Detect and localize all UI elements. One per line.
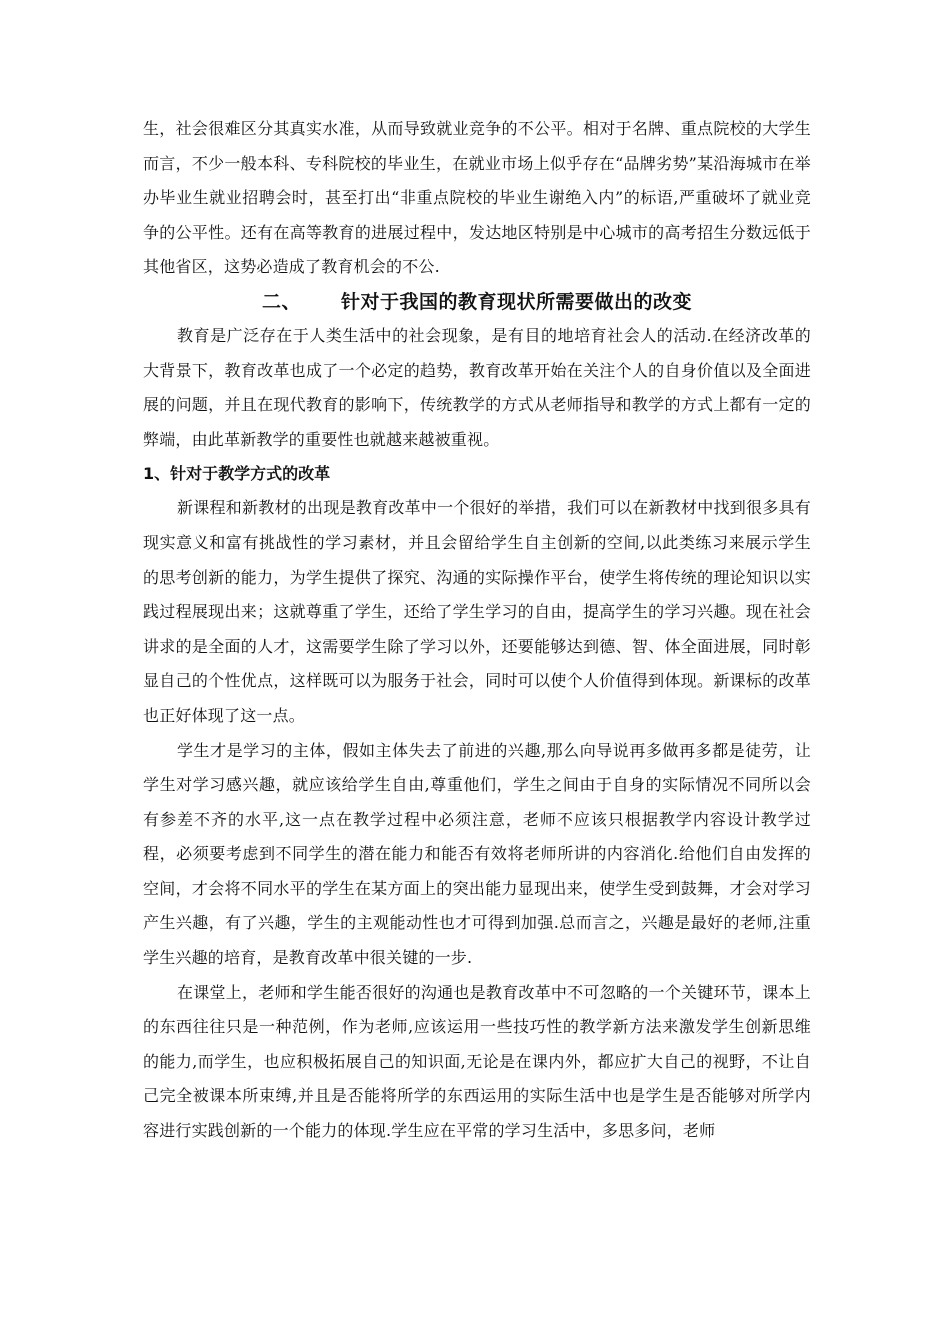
section-number: 二、	[261, 290, 301, 313]
paragraph-classroom-communication: 在课堂上，老师和学生能否很好的沟通也是教育改革中不可忽略的一个关键环节，课本上的东西往往只是一种范例，作为老师,应该运用一些技巧性的教学新方法来激发学生创新思维的能力,而学生，也应积极拓展自己的知识面,无论是在课内外，都应扩大自己的视野，不让自己完全被课本所束缚,并且是否能将所学的东西运用的实际生活中也是学生是否能够对所学内容进行实践创新的一个能力的体现.学生应在平常的学习生活中，多思多问，老师	[143, 982, 811, 1141]
paragraph-education-intro: 教育是广泛存在于人类生活中的社会现象，是有目的地培育社会人的活动.在经济改革的大背景下，教育改革也成了一个必定的趋势，教育改革开始在关注个人的自身价值以及全面进展的问题，并且在现代教育的影响下，传统教学的方式从老师指导和教学的方式上都有一定的弊端，由此革新教学的重要性也就越来越被重视。	[143, 325, 811, 449]
section-title: 针对于我国的教育现状所需要做出的改变	[341, 290, 693, 313]
paragraph-continuation: 生，社会很难区分其真实水准，从而导致就业竞争的不公平。相对于名牌、重点院校的大学生而言，不少一般本科、专科院校的毕业生，在就业市场上似乎存在“品牌劣势”某沿海城市在举办毕业生就业招聘会时，甚至打出“非重点院校的毕业生谢绝入内”的标语,严重破坏了就业竞争的公平性。还有在高等教育的进展过程中，发达地区特别是中心城市的高考招生分数远低于其他省区，这势必造成了教育机会的不公.	[143, 119, 811, 277]
paragraph-student-interest: 学生才是学习的主体，假如主体失去了前进的兴趣,那么向导说再多做再多都是徒劳，让学生对学习感兴趣，就应该给学生自由,尊重他们，学生之间由于自身的实际情况不同所以会有参差不齐的水平,这一点在教学过程中必须注意，老师不应该只根据教学内容设计教学过程，必须要考虑到不同学生的潜在能力和能否有效将老师所讲的内容消化.给他们自由发挥的空间，才会将不同水平的学生在某方面上的突出能力显现出来，使学生受到鼓舞，才会对学习产生兴趣，有了兴趣，学生的主观能动性也才可得到加强.总而言之，兴趣是最好的老师,注重学生兴趣的培育，是教育改革中很关键的一步.	[143, 740, 811, 968]
subsection-heading: 1、针对于教学方式的改革	[143, 464, 331, 484]
section-heading	[143, 285, 811, 319]
paragraph-new-curriculum: 新课程和新教材的出现是教育改革中一个很好的举措，我们可以在新教材中找到很多具有现实意义和富有挑战性的学习素材，并且会留给学生自主创新的空间,以此类练习来展示学生的思考创新的能力，为学生提供了探究、沟通的实际操作平台，使学生将传统的理论知识以实践过程展现出来；这就尊重了学生，还给了学生学习的自由，提高学生的学习兴趣。现在社会讲求的是全面的人才，这需要学生除了学习以外，还要能够达到德、智、体全面进展，同时彰显自己的个性优点，这样既可以为服务于社会，同时可以使个人价值得到体现。新课标的改革也正好体现了这一点。	[143, 498, 811, 725]
document-body	[143, 112, 811, 1149]
